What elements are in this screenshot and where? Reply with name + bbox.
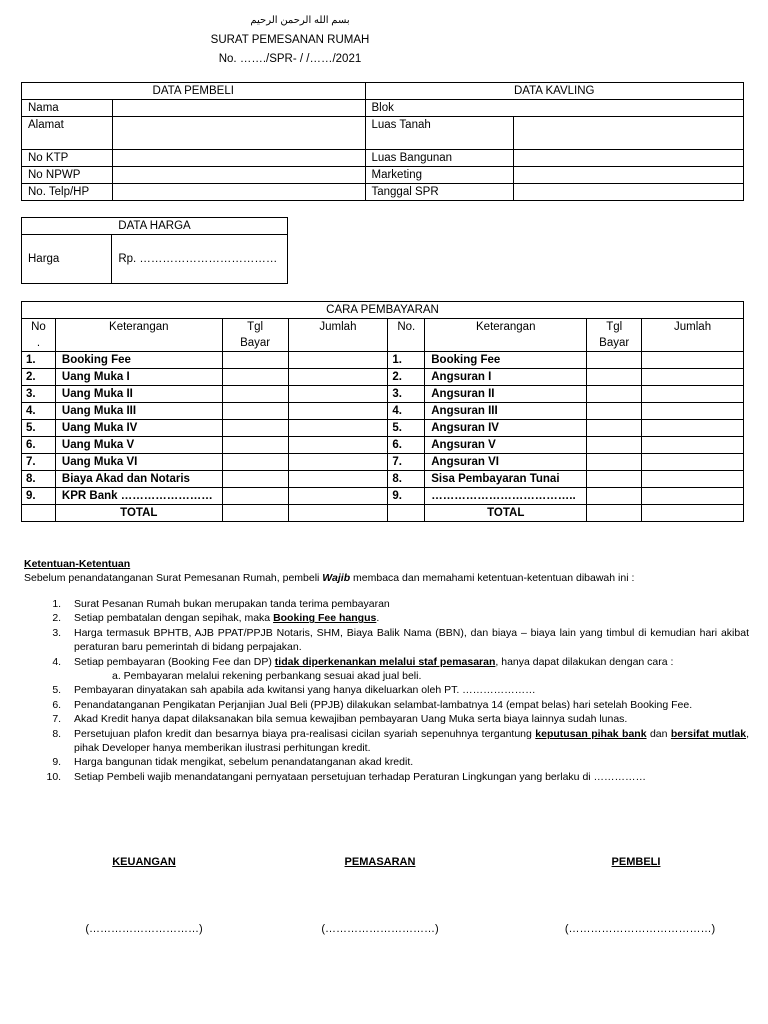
col-header-desc-left: Keterangan: [55, 319, 222, 352]
payment-desc-left: Uang Muka VI: [55, 454, 222, 471]
payment-date-left: [222, 420, 288, 437]
payment-date-left: [222, 437, 288, 454]
payment-no-left: 6.: [22, 437, 56, 454]
payment-no-right: 2.: [388, 369, 425, 386]
payment-title: CARA PEMBAYARAN: [22, 302, 744, 319]
total-label-right: TOTAL: [425, 505, 587, 522]
payment-date-left: [222, 386, 288, 403]
payment-amount-right: [642, 471, 744, 488]
buyer-plot-table: [21, 82, 744, 201]
col-header-date-right: Tgl Bayar: [587, 319, 642, 352]
payment-desc-left: KPR Bank ……………………: [55, 488, 222, 505]
payment-amount-left: [288, 403, 388, 420]
payment-no-left: 5.: [22, 420, 56, 437]
payment-amount-right: [642, 369, 744, 386]
buyer-value-phone: [112, 184, 365, 201]
payment-amount-left: [288, 471, 388, 488]
signature-marketing-line: (…………………………): [321, 923, 439, 935]
col-header-no-left: No .: [22, 319, 56, 352]
payment-no-left: 2.: [22, 369, 56, 386]
terms-intro: Sebelum penandatanganan Surat Pemesanan Rumah, pembeli Wajib membaca dan memahami ketentuan-ketentuan dibawah ini :: [24, 572, 635, 584]
buyer-label-npwp: No NPWP: [22, 167, 113, 184]
payment-amount-right: [642, 488, 744, 505]
payment-amount-right: [642, 386, 744, 403]
signature-finance-label: KEUANGAN: [112, 856, 176, 868]
payment-amount-left: [288, 352, 388, 369]
payment-date-right: [587, 352, 642, 369]
payment-desc-right: Angsuran II: [425, 386, 587, 403]
price-data-title: DATA HARGA: [22, 218, 288, 235]
col-header-amount-right: Jumlah: [642, 319, 744, 352]
payment-no-left: 7.: [22, 454, 56, 471]
payment-no-left: 4.: [22, 403, 56, 420]
signature-marketing-label: PEMASARAN: [344, 856, 416, 868]
payment-row: [22, 386, 744, 403]
payment-date-right: [587, 420, 642, 437]
price-table: [21, 217, 288, 284]
plot-value-marketing: [514, 167, 744, 184]
payment-date-right: [587, 471, 642, 488]
payment-amount-right: [642, 403, 744, 420]
payment-desc-right: ………………………………..: [425, 488, 587, 505]
buyer-value-npwp: [112, 167, 365, 184]
payment-date-right: [587, 369, 642, 386]
payment-date-left: [222, 454, 288, 471]
payment-no-right: 5.: [388, 420, 425, 437]
payment-date-right: [587, 403, 642, 420]
payment-desc-right: Angsuran V: [425, 437, 587, 454]
term-item: 3. Harga termasuk BPHTB, AJB PPAT/PPJB Notaris, SHM, Biaya Balik Nama (BBN), dan biaya – biaya lain yang timbul di kemudian hari akibat peraturan baru pemerintah di bidang perpajakan.: [64, 626, 749, 655]
buyer-label-ktp: No KTP: [22, 150, 113, 167]
plot-label-block: Blok: [365, 100, 744, 117]
payment-desc-left: Biaya Akad dan Notaris: [55, 471, 222, 488]
payment-amount-left: [288, 454, 388, 471]
payment-date-left: [222, 352, 288, 369]
payment-no-right: 6.: [388, 437, 425, 454]
buyer-data-title: DATA PEMBELI: [22, 83, 366, 100]
payment-desc-left: Uang Muka II: [55, 386, 222, 403]
payment-row: [22, 352, 744, 369]
buyer-value-address: [112, 117, 365, 150]
term-item: 5. Pembayaran dinyatakan sah apabila ada kwitansi yang hanya dikeluarkan oleh PT. …………………: [64, 683, 749, 697]
basmalah: بسم الله الرحمن الرحيم: [250, 15, 350, 26]
col-header-no-right: No.: [388, 319, 425, 352]
payment-no-right: 8.: [388, 471, 425, 488]
payment-row: [22, 488, 744, 505]
document-number: No. ……./SPR- / /……/2021: [218, 53, 362, 65]
price-label: Harga: [22, 235, 112, 284]
document-title: SURAT PEMESANAN RUMAH: [210, 34, 370, 46]
price-value: Rp. ………………………………: [112, 235, 288, 284]
term-item: 8. Persetujuan plafon kredit dan besarnya biaya pra-realisasi cicilan syariah sepenuhnya tergantung keputusan pihak bank dan bersifat mutlak, pihak Developer hanya memberikan ilustrasi perhitungan kredit.: [64, 727, 749, 756]
payment-date-left: [222, 369, 288, 386]
payment-no-left: 1.: [22, 352, 56, 369]
payment-desc-right: Angsuran IV: [425, 420, 587, 437]
payment-table: [21, 301, 744, 522]
plot-value-building-area: [514, 150, 744, 167]
payment-date-right: [587, 386, 642, 403]
term-item: 10. Setiap Pembeli wajib menandatangani pernyataan persetujuan terhadap Peraturan Lingkungan yang berlaku di ……………: [64, 770, 749, 784]
payment-desc-right: Sisa Pembayaran Tunai: [425, 471, 587, 488]
buyer-value-name: [112, 100, 365, 117]
terms-section: [24, 557, 749, 784]
plot-label-marketing: Marketing: [365, 167, 514, 184]
payment-desc-left: Uang Muka IV: [55, 420, 222, 437]
payment-row: [22, 420, 744, 437]
payment-row: [22, 403, 744, 420]
term-item: 9. Harga bangunan tidak mengikat, sebelum penandatanganan akad kredit.: [64, 755, 749, 769]
plot-label-spr-date: Tanggal SPR: [365, 184, 514, 201]
payment-desc-right: Angsuran VI: [425, 454, 587, 471]
payment-no-left: 8.: [22, 471, 56, 488]
signature-buyer-label: PEMBELI: [611, 856, 661, 868]
payment-date-right: [587, 454, 642, 471]
col-header-amount-left: Jumlah: [288, 319, 388, 352]
payment-desc-left: Uang Muka V: [55, 437, 222, 454]
payment-no-right: 1.: [388, 352, 425, 369]
payment-date-left: [222, 471, 288, 488]
payment-desc-right: Angsuran III: [425, 403, 587, 420]
payment-no-left: 9.: [22, 488, 56, 505]
payment-desc-right: Booking Fee: [425, 352, 587, 369]
payment-date-right: [587, 488, 642, 505]
buyer-label-name: Nama: [22, 100, 113, 117]
col-header-date-left: Tgl Bayar: [222, 319, 288, 352]
term-item: 1. Surat Pesanan Rumah bukan merupakan tanda terima pembayaran: [64, 597, 749, 611]
plot-label-building-area: Luas Bangunan: [365, 150, 514, 167]
payment-amount-right: [642, 437, 744, 454]
payment-no-right: 3.: [388, 386, 425, 403]
payment-desc-left: Booking Fee: [55, 352, 222, 369]
payment-row: [22, 437, 744, 454]
payment-amount-left: [288, 386, 388, 403]
term-item: 6. Penandatanganan Pengikatan Perjanjian Jual Beli (PPJB) dilakukan selambat-lambatnya 14 (empat belas) hari setelah Booking Fee.: [64, 698, 749, 712]
total-label-left: TOTAL: [55, 505, 222, 522]
payment-desc-left: Uang Muka III: [55, 403, 222, 420]
buyer-label-address: Alamat: [22, 117, 113, 150]
col-header-desc-right: Keterangan: [425, 319, 587, 352]
payment-amount-left: [288, 369, 388, 386]
buyer-value-ktp: [112, 150, 365, 167]
payment-desc-right: Angsuran I: [425, 369, 587, 386]
terms-title: Ketentuan-Ketentuan: [24, 558, 131, 570]
payment-row: [22, 454, 744, 471]
payment-amount-right: [642, 352, 744, 369]
payment-no-right: 9.: [388, 488, 425, 505]
payment-amount-right: [642, 454, 744, 471]
plot-value-land-area: [514, 117, 744, 150]
payment-desc-left: Uang Muka I: [55, 369, 222, 386]
payment-amount-left: [288, 420, 388, 437]
payment-row: [22, 369, 744, 386]
payment-no-right: 4.: [388, 403, 425, 420]
payment-row: [22, 471, 744, 488]
payment-no-left: 3.: [22, 386, 56, 403]
signature-finance-line: (…………………………): [85, 923, 203, 935]
payment-date-left: [222, 403, 288, 420]
term-item: 2. Setiap pembatalan dengan sepihak, maka Booking Fee hangus.: [64, 611, 749, 625]
payment-amount-left: [288, 437, 388, 454]
plot-label-land-area: Luas Tanah: [365, 117, 514, 150]
signature-buyer-line: (…………………………………): [564, 923, 716, 935]
payment-amount-left: [288, 488, 388, 505]
term-item: 4. Setiap pembayaran (Booking Fee dan DP) tidak diperkenankan melalui staf pemasaran, hanya dapat dilakukan dengan cara : a. Pembayaran melalui rekening perbankang sesuai akad jual beli.: [64, 655, 749, 684]
term-subitem: a. Pembayaran melalui rekening perbankang sesuai akad jual beli.: [112, 670, 422, 683]
payment-amount-right: [642, 420, 744, 437]
plot-data-title: DATA KAVLING: [365, 83, 744, 100]
payment-no-right: 7.: [388, 454, 425, 471]
payment-date-left: [222, 488, 288, 505]
payment-date-right: [587, 437, 642, 454]
buyer-label-phone: No. Telp/HP: [22, 184, 113, 201]
plot-value-spr-date: [514, 184, 744, 201]
term-item: 7. Akad Kredit hanya dapat dilaksanakan bila semua kewajiban pembayaran Uang Muka serta biaya lainnya sudah lunas.: [64, 712, 749, 726]
